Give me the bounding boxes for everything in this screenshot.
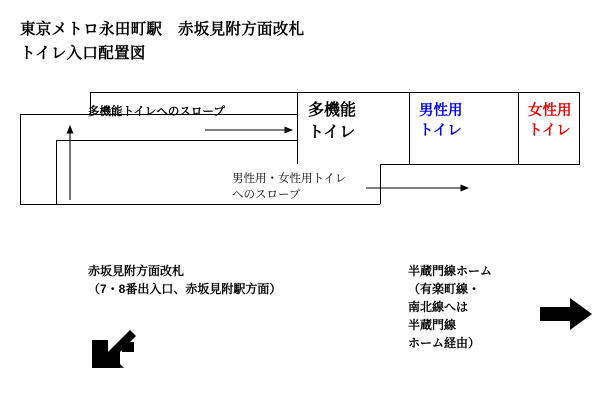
page-title — [20, 18, 304, 66]
page-title-line-1: 東京メトロ永田町駅 赤坂見附方面改札 — [20, 21, 305, 38]
slope-to-male-female-line-2: へのスロープ — [232, 189, 301, 202]
platform-callout-line-3: 南北線へは — [408, 300, 469, 314]
platform-callout-text — [408, 262, 492, 352]
room-label-multi-purpose — [308, 100, 356, 143]
room-label-female — [528, 102, 572, 141]
exit-callout-line-2: （7・8番出入口、赤坂見附駅方面） — [88, 282, 282, 296]
slope-to-male-female-label — [232, 171, 346, 203]
platform-callout-line-2: （有楽町線・ — [408, 282, 481, 296]
exit-callout-text — [88, 262, 281, 298]
floor-plan — [20, 92, 580, 222]
slope-to-multi-purpose-label: 多機能トイレへのスロープ — [88, 106, 225, 118]
platform-callout-line-5: ホーム経由） — [408, 336, 481, 350]
room-label-female-line-1: 女性用 — [528, 103, 572, 119]
exit-callout-line-1: 赤坂見附方面改札 — [88, 264, 185, 278]
room-label-male-line-1: 男性用 — [419, 103, 463, 119]
page-title-line-2: トイレ入口配置図 — [20, 45, 146, 63]
room-label-multi-purpose-line-2: トイレ — [308, 123, 356, 141]
arrow-down-left-icon — [90, 322, 142, 370]
room-label-male — [419, 102, 463, 141]
room-label-male-line-2: トイレ — [419, 122, 462, 139]
room-label-multi-purpose-line-1: 多機能 — [308, 102, 357, 119]
slope-to-male-female-line-1: 男性用・女性用トイレ — [232, 173, 347, 185]
room-label-female-line-2: トイレ — [528, 122, 571, 139]
arrow-right-icon — [540, 296, 594, 332]
platform-callout-line-4: 半蔵門線 — [408, 318, 457, 332]
platform-callout-line-1: 半蔵門線ホーム — [408, 264, 493, 278]
